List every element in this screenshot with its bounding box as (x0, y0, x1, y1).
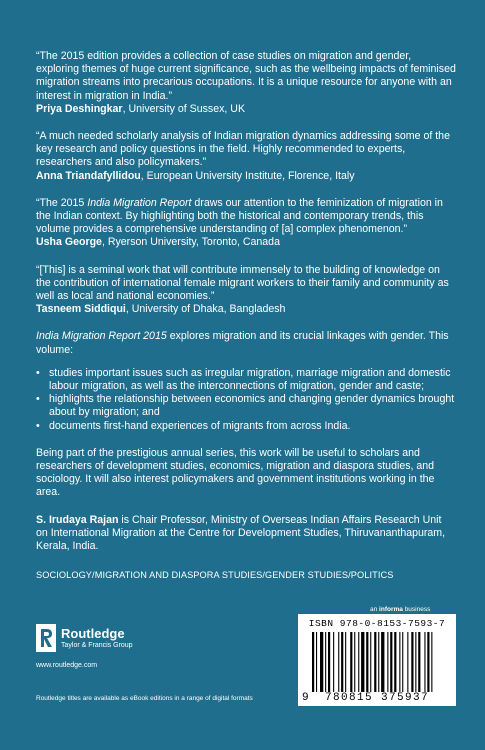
barcode-stripe (328, 632, 330, 692)
author-bio-text: is Chair Professor, Ministry of Overseas Indian Affairs Research Unit on International Migration at the Centre for Development Studies, Thiruvananthapuram, Kerala, India. (36, 513, 446, 553)
quote-attribution (36, 170, 456, 183)
list-item: • highlights the relationship between economics and changing gender dynamics brought about by migration; and (36, 393, 456, 419)
book-title-italic: India Migration Report (87, 196, 192, 209)
barcode-stripe (399, 632, 400, 692)
routledge-logo-icon (36, 624, 56, 652)
barcode-stripe (378, 632, 379, 692)
quote-text-end: draws our attention to the feminization of migration in the Indian context. By highlighting both the historical and contemporary trends, this volume provides a comprehensive understanding of [a] complex phenomenon.” (36, 196, 443, 236)
quote-attribution (36, 103, 456, 116)
barcode-stripe (381, 632, 384, 692)
barcode-stripe (325, 632, 326, 692)
description-text (36, 330, 456, 356)
barcode-digits: 780815 375937 (324, 692, 429, 704)
reviewer-affiliation: , European University Institute, Florence, Italy (140, 169, 355, 182)
isbn-barcode (298, 614, 456, 706)
barcode-stripe (402, 632, 403, 692)
reviewer-name: Anna Triandafyllidou (36, 169, 141, 182)
barcode-stripe (370, 632, 371, 692)
barcode-stripe (361, 632, 364, 692)
barcode-stripe (424, 632, 425, 692)
author-name: S. Irudaya Rajan (36, 513, 119, 526)
quote-attribution (36, 303, 456, 316)
feature-list (36, 367, 456, 433)
review-quote-4 (36, 264, 456, 317)
reviewer-name: Priya Deshingkar (36, 102, 123, 115)
author-bio (36, 514, 456, 554)
list-item: • studies important issues such as irregular migration, marriage migration and domestic labour migration, as well as the interconnections of migration, gender and caste; (36, 367, 456, 393)
informa-tagline (370, 606, 430, 613)
barcode-stripe (358, 632, 359, 692)
barcode-stripe (427, 632, 429, 692)
barcode-stripe (418, 632, 420, 692)
barcode-stripe (345, 632, 346, 692)
publisher-group: Taylor & Francis Group (61, 641, 133, 649)
quote-attribution (36, 236, 456, 249)
barcode-stripe (387, 632, 388, 692)
barcode-stripe (312, 632, 314, 692)
isbn-label: ISBN 978-0-8153-7593-7 (308, 618, 446, 629)
description-rest: explores migration and its crucial linkages with gender. This volume: (36, 330, 449, 356)
barcode-stripe (354, 632, 355, 692)
reviewer-name: Tasneem Siddiqui (36, 303, 126, 316)
reviewer-name: Usha George (36, 236, 102, 249)
publisher-name: Routledge (61, 625, 125, 641)
publisher-logo (36, 624, 133, 652)
barcode-stripe (390, 632, 392, 692)
barcode-stripe (320, 632, 323, 692)
book-title-italic: India Migration Report 2015 (36, 330, 167, 343)
barcode-stripe (338, 632, 339, 692)
barcode-stripe (333, 632, 334, 692)
barcode-stripe (341, 632, 343, 692)
barcode-stripe (366, 632, 368, 692)
barcode-stripe (374, 632, 376, 692)
barcode-stripe (407, 632, 408, 692)
quote-text (36, 197, 456, 237)
quote-text: “The 2015 edition provides a collection of case studies on migration and gender, exploring themes of huge current significance, such as the wellbeing impacts of feminised migration streams into precarious occupations. It is a unique resource for anyone with an interest in migration in India.” (36, 50, 456, 102)
publisher-wordmark (61, 627, 133, 650)
informa-prefix: an (370, 606, 380, 613)
ebook-note: Routledge titles are available as eBook editions in a range of digital formats (36, 695, 253, 702)
barcode-stripe (415, 632, 416, 692)
barcode-lead-digit: 9 (302, 692, 309, 704)
barcode-stripe (350, 632, 352, 692)
review-quote-2 (36, 130, 456, 183)
book-description (36, 330, 456, 356)
barcode-stripe (316, 632, 317, 692)
barcode-stripe (411, 632, 413, 692)
review-quote-1 (36, 50, 456, 116)
publisher-website[interactable]: www.routledge.com (36, 662, 98, 669)
audience-paragraph: Being part of the prestigious annual series, this work will be useful to scholars and researchers of development studies, economics, migration and diaspora studies, and sociology. It will also interest policymakers and government institutions working in the area. (36, 446, 435, 499)
quote-text: “[This] is a seminal work that will contribute immensely to the building of knowledge on the contribution of international female migrant workers to their family and community as well as local and national economies.” (36, 263, 449, 303)
review-quote-3 (36, 197, 456, 250)
quote-text: “A much needed scholarly analysis of Indian migration dynamics addressing some of the key research and policy questions in the field. Highly recommended to experts, researchers and also policymakers.” (36, 130, 450, 169)
subject-categories: SOCIOLOGY/MIGRATION AND DIASPORA STUDIES/GENDER STUDIES/POLITICS (36, 570, 394, 581)
informa-suffix: business (402, 606, 431, 613)
reviewer-affiliation: , University of Sussex, UK (122, 102, 246, 115)
list-item: • documents first-hand experiences of migrants from across India. (36, 420, 456, 433)
informa-brand: informa (379, 606, 403, 613)
barcode-stripe (431, 632, 432, 692)
barcode-stripe (394, 632, 396, 692)
barcode-bars (312, 632, 452, 692)
reviewer-affiliation: , University of Dhaka, Bangladesh (125, 303, 286, 316)
back-cover-text (36, 50, 456, 581)
quote-text-start: “The 2015 (36, 196, 88, 209)
reviewer-affiliation: , Ryerson University, Toronto, Canada (101, 236, 280, 249)
